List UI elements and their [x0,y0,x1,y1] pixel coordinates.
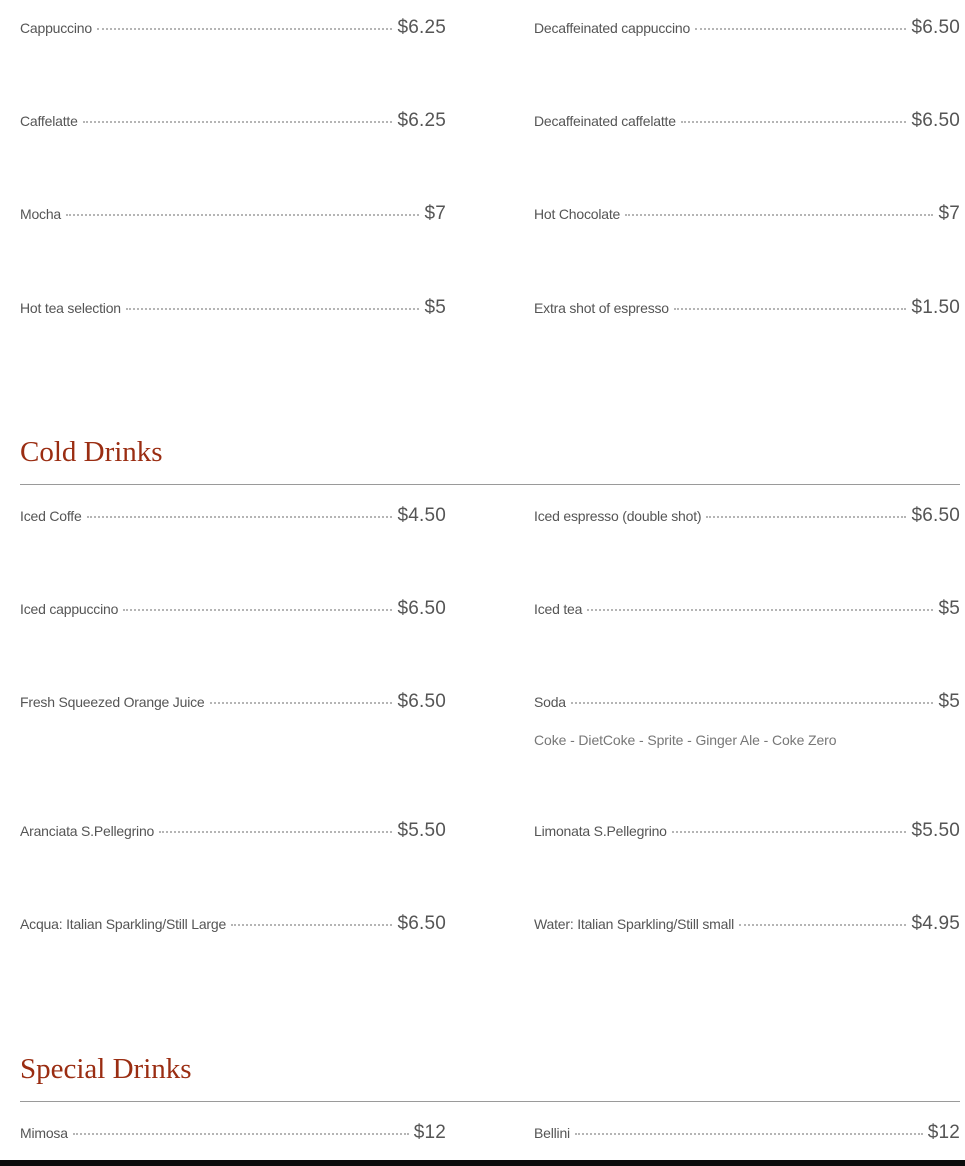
dot-leader [674,308,907,310]
section-divider [20,484,960,485]
item-price: $5 [424,297,446,318]
section-divider [20,1101,960,1102]
dot-leader [87,516,393,518]
item-name: Iced tea [534,601,583,617]
dot-leader [73,1133,409,1135]
menu-item [20,1122,446,1146]
item-price: $5 [938,598,960,619]
item-price: $4.95 [911,913,960,934]
item-name: Hot Chocolate [534,206,621,222]
item-price: $12 [413,1122,446,1143]
menu-item [534,598,960,622]
item-price: $6.50 [911,17,960,38]
dot-leader [231,924,392,926]
item-price: $6.50 [911,505,960,526]
dot-leader [706,516,906,518]
item-price: $7 [938,203,960,224]
menu-item [20,691,446,715]
dot-leader [66,214,419,216]
item-price: $1.50 [911,297,960,318]
item-name: Fresh Squeezed Orange Juice [20,694,205,710]
dot-leader [625,214,933,216]
item-price: $12 [927,1122,960,1143]
menu-item [20,913,446,937]
menu-item [20,297,446,321]
menu-item [20,203,446,227]
dot-leader [672,831,907,833]
item-price: $6.50 [397,691,446,712]
menu-item [534,913,960,937]
dot-leader [159,831,392,833]
item-name: Caffelatte [20,113,78,129]
menu-item [20,820,446,844]
item-price: $7 [424,203,446,224]
item-name: Extra shot of espresso [534,300,669,316]
item-price: $6.50 [397,598,446,619]
dot-leader [587,609,933,611]
item-name: Hot tea selection [20,300,121,316]
dot-leader [571,702,934,704]
item-name: Acqua: Italian Sparkling/Still Large [20,916,227,932]
item-name: Iced Coffe [20,508,82,524]
item-name: Decaffeinated caffelatte [534,113,676,129]
menu-item [534,297,960,321]
item-description: Coke - DietCoke - Sprite - Ginger Ale - Coke Zero [534,732,837,748]
menu-item [20,110,446,134]
item-name: Mocha [20,206,62,222]
item-name: Water: Italian Sparkling/Still small [534,916,735,932]
bottom-edge-bar [0,1160,965,1166]
dot-leader [83,121,393,123]
dot-leader [575,1133,923,1135]
section-title-special-drinks: Special Drinks [20,1053,192,1085]
menu-item [534,505,960,529]
dot-leader [739,924,906,926]
item-price: $6.25 [397,110,446,131]
item-name: Bellini [534,1125,570,1141]
dot-leader [210,702,393,704]
menu-item [534,17,960,41]
menu-item [534,820,960,844]
item-name: Cappuccino [20,20,92,36]
dot-leader [97,28,393,30]
menu-item [20,598,446,622]
item-price: $6.25 [397,17,446,38]
menu-item [534,203,960,227]
item-name: Mimosa [20,1125,68,1141]
item-price: $4.50 [397,505,446,526]
item-price: $6.50 [397,913,446,934]
section-title-cold-drinks: Cold Drinks [20,436,163,468]
dot-leader [126,308,420,310]
item-name: Iced espresso (double shot) [534,508,702,524]
menu-item [20,505,446,529]
menu-item [534,691,960,715]
menu-item [534,1122,960,1146]
item-name: Decaffeinated cappuccino [534,20,691,36]
menu-item [534,110,960,134]
item-price: $6.50 [911,110,960,131]
item-name: Aranciata S.Pellegrino [20,823,155,839]
item-name: Soda [534,694,566,710]
item-price: $5.50 [911,820,960,841]
dot-leader [695,28,906,30]
item-price: $5 [938,691,960,712]
menu-item [20,17,446,41]
item-price: $5.50 [397,820,446,841]
item-name: Iced cappuccino [20,601,119,617]
dot-leader [123,609,392,611]
item-name: Limonata S.Pellegrino [534,823,667,839]
dot-leader [681,121,907,123]
